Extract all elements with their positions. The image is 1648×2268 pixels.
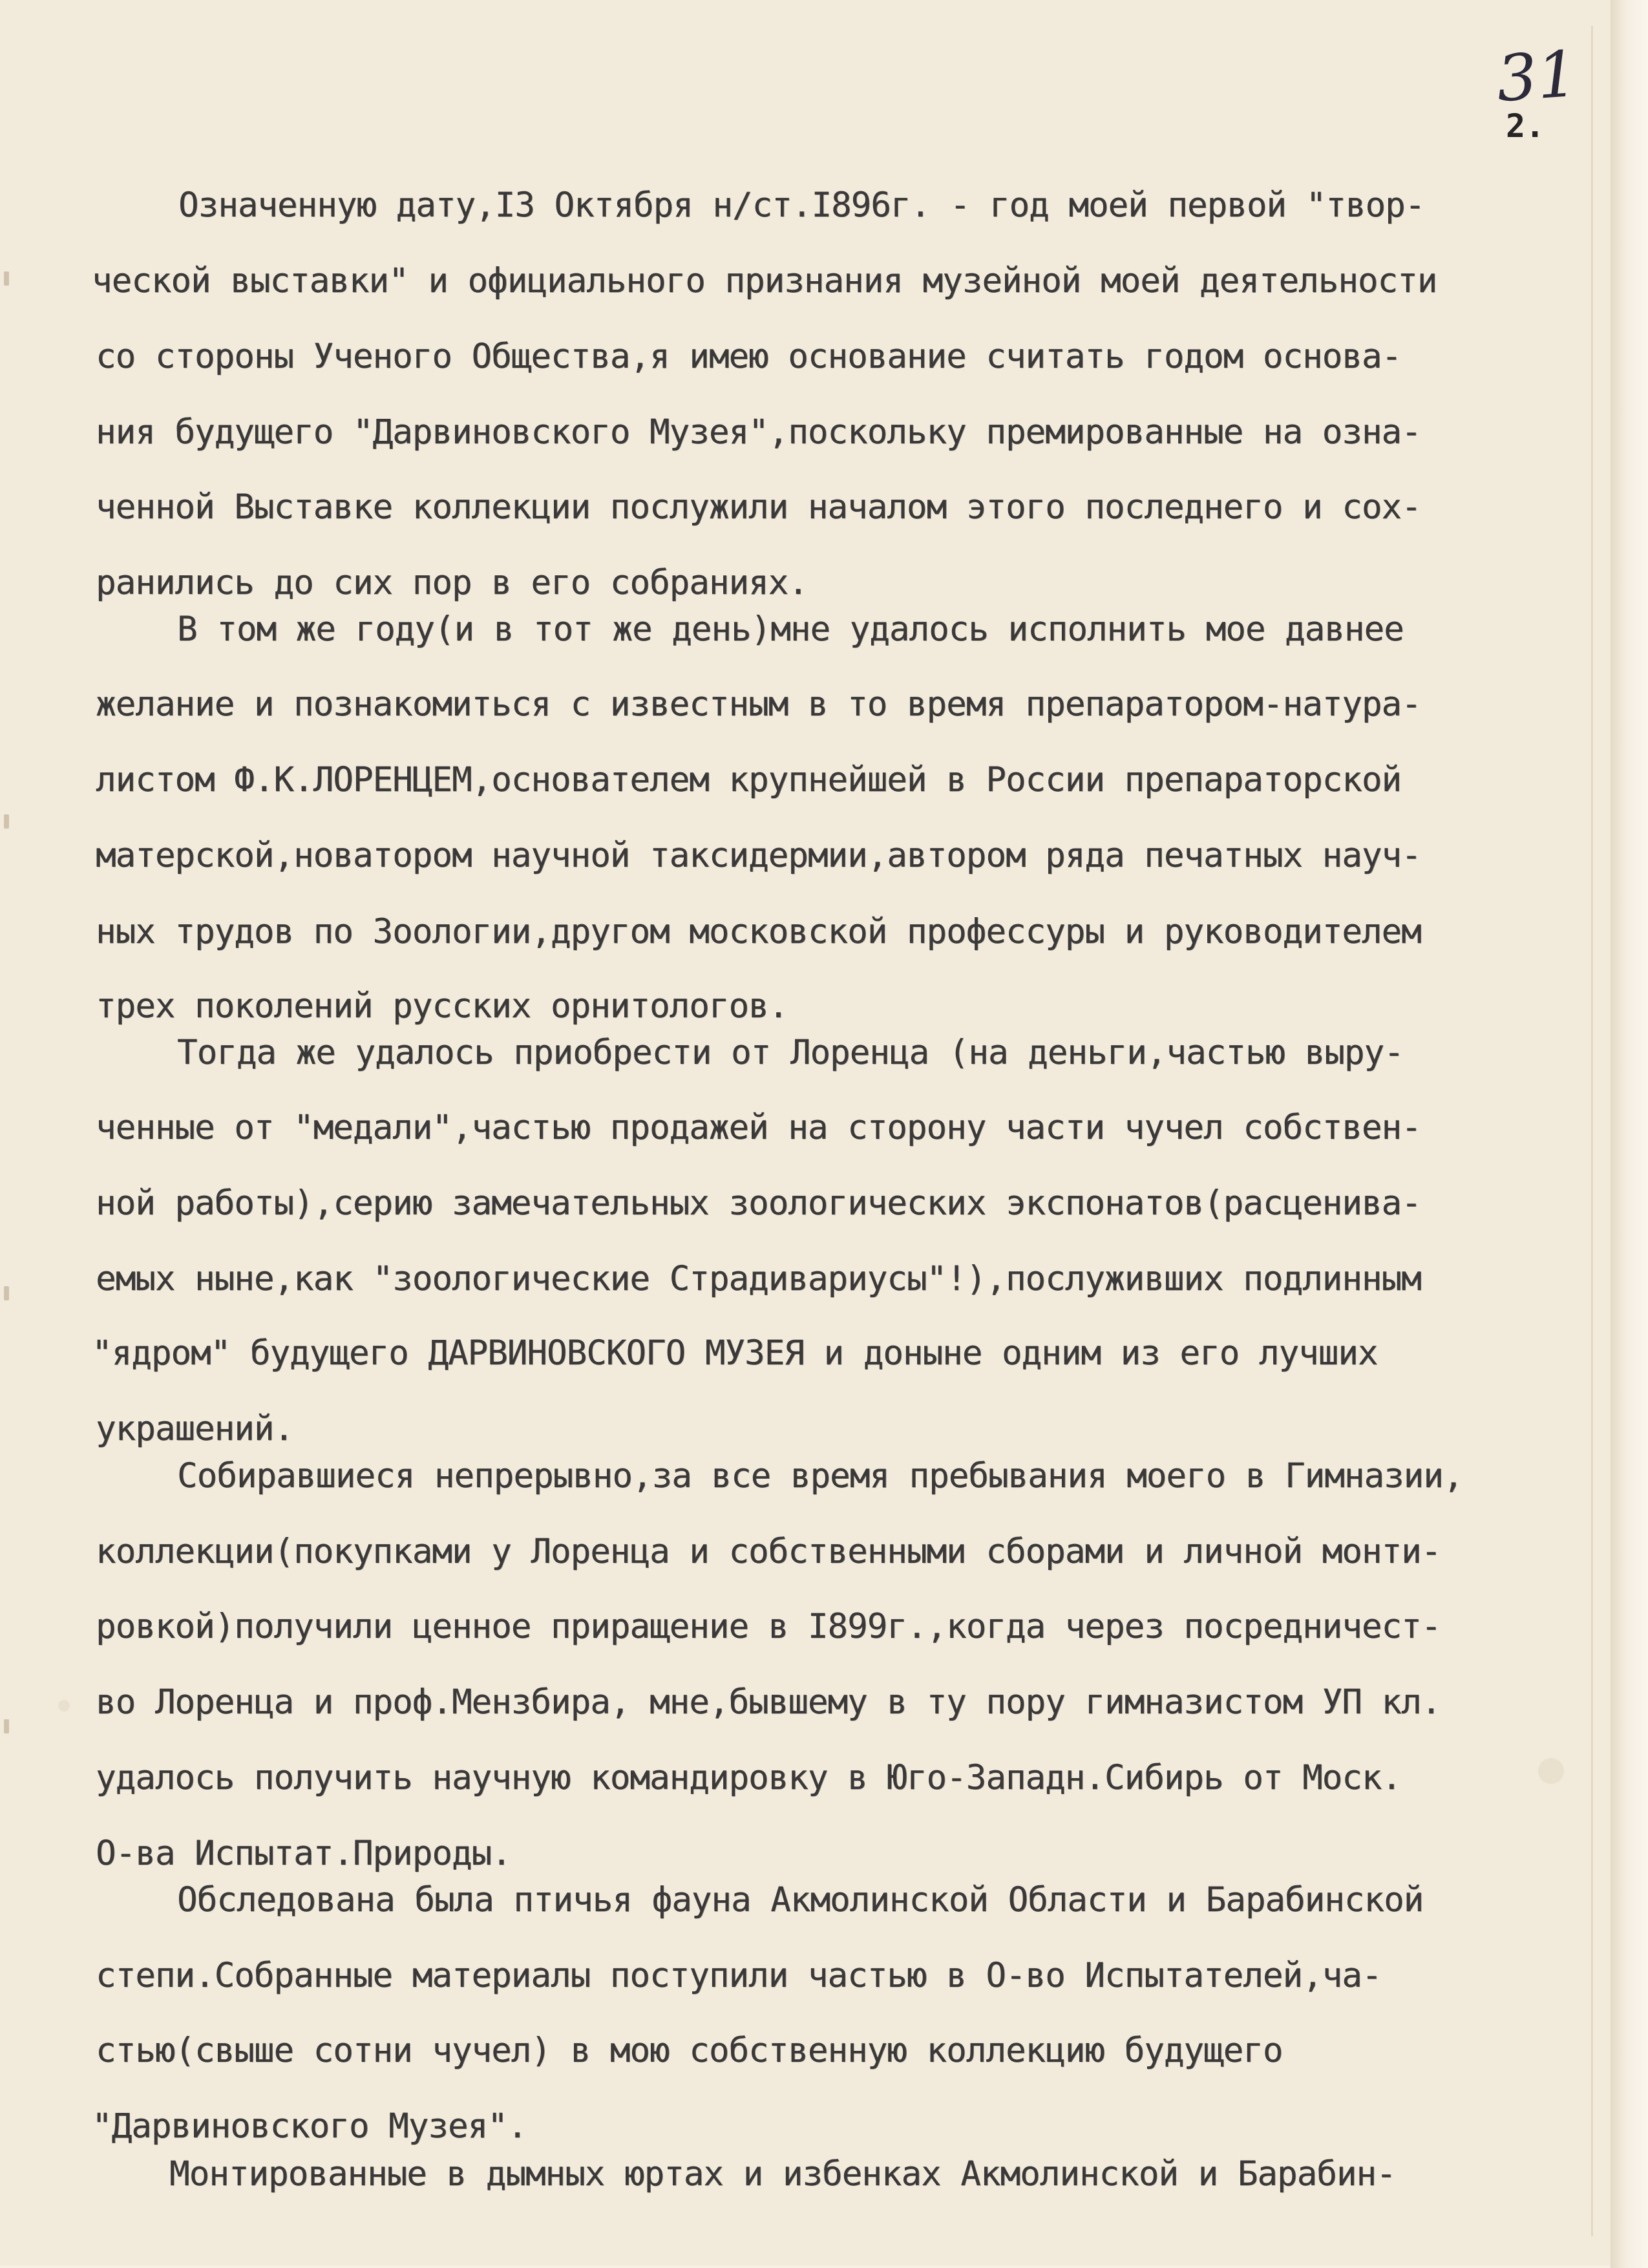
text-line: ченной Выставке коллекции послужили началом этого последнего и сох- [96,487,1421,527]
text-line: ранились до сих пор в его собраниях. [96,563,808,602]
text-line: "Дарвиновского Музея". [92,2106,527,2146]
text-line: ной работы),серию замечательных зоологических экспонатов(расценива- [96,1183,1421,1223]
text-line: степи.Собранные материалы поступили частью в О-во Испытателей,ча- [96,1956,1382,1995]
text-line: со стороны Ученого Общества,я имею основание считать годом основа- [96,337,1402,376]
text-line: коллекции(покупками у Лоренца и собственными сборами и личной монти- [96,1532,1441,1571]
page-number: 2. [1506,107,1545,145]
text-line: ченные от "медали",частью продажей на сторону части чучел собствен- [96,1108,1421,1147]
text-line: ческой выставки" и официального признания музейной моей деятельности [92,261,1437,301]
text-line: во Лоренца и проф.Мензбира, мне,бывшему в ту пору гимназистом УП кл. [96,1682,1441,1722]
binding-mark [4,1286,9,1300]
page-fold [1591,26,1593,2236]
text-line: О-ва Испытат.Природы. [96,1834,511,1873]
text-line: В том же году(и в тот же день)мне удалось исполнить мое давнее [177,609,1404,649]
binding-mark [4,1719,9,1733]
text-line: Собиравшиеся непрерывно,за все время пребывания моего в Гимназии, [177,1456,1463,1496]
binding-mark [4,271,9,286]
binding-holes [0,0,19,2268]
text-line: ния будущего "Дарвиновского Музея",поскольку премированные на озна- [96,412,1421,452]
binding-mark [4,814,9,829]
text-line: ных трудов по Зоологии,другом московской профессуры и руководителем [96,912,1421,951]
text-line: ровкой)получили ценное приращение в I899г.,когда через посредничест- [96,1607,1441,1646]
paper-stain [1538,1758,1564,1784]
text-line: стью(свыше сотни чучел) в мою собственную коллекцию будущего [96,2031,1283,2070]
archive-folio-number: 31 [1494,37,1580,117]
text-line: Тогда же удалось приобрести от Лоренца (на деньги,частью выру- [177,1033,1404,1072]
text-line: Означенную дату,I3 Октября н/ст.I896г. - год моей первой "твор- [178,185,1425,225]
paper-edge [1611,0,1648,2268]
paper-stain [58,1700,70,1712]
text-line: трех поколений русских орнитологов. [96,986,788,1026]
text-line: листом Ф.К.ЛОРЕНЦЕМ,основателем крупнейшей в России препараторской [96,760,1402,800]
text-line: Монтированные в дымных юртах и избенках Акмолинской и Барабин- [169,2154,1396,2194]
text-line: Обследована была птичья фауна Акмолинской Области и Барабинской [177,1880,1424,1920]
text-line: емых ныне,как "зоологические Страдивариусы"!),послуживших подлинным [96,1259,1421,1298]
text-line: желание и познакомиться с известным в то время препаратором-натура- [96,684,1421,724]
text-line: удалось получить научную командировку в Юго-Западн.Сибирь от Моск. [96,1758,1402,1797]
text-line: украшений. [96,1409,294,1448]
text-line: матерской,новатором научной таксидермии,автором ряда печатных науч- [96,836,1421,875]
text-line: "ядром" будущего ДАРВИНОВСКОГО МУЗЕЯ и доныне одним из его лучших [92,1333,1378,1373]
